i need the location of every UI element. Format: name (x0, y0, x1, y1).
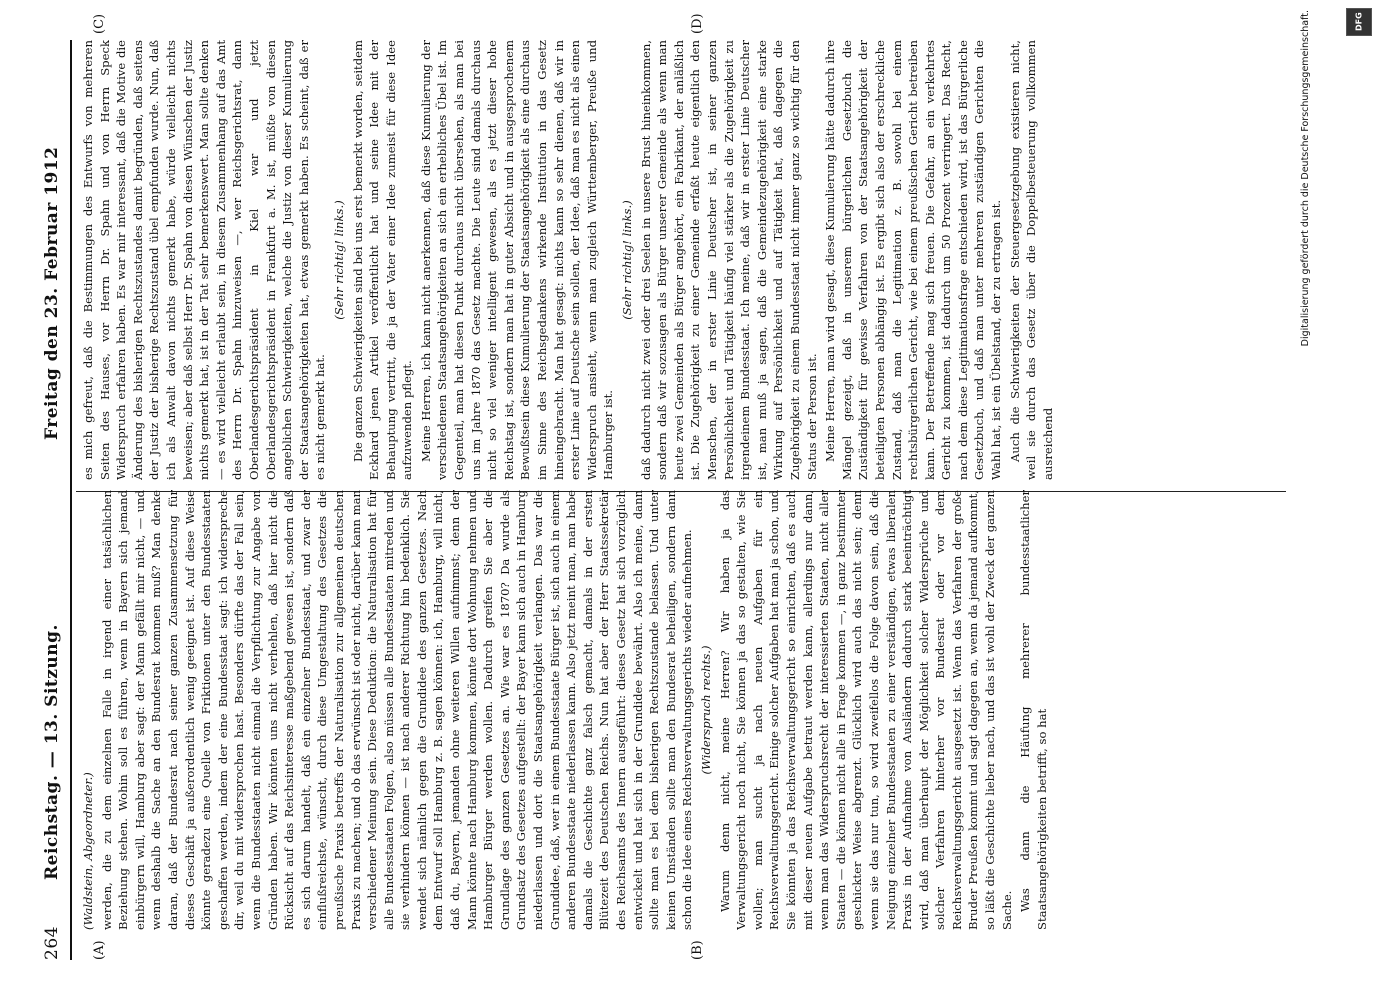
digitization-note: Digitalisierung gefördert durch die Deutsche Forschungsgemeinschaft. (1300, 10, 1311, 347)
left-paragraph-1: werden, die zu dem einzelnen Falle in irgend einer tatsächlichen Beziehung stehen. Wohin soll es führen, wenn in Bayern sich jemand einbürgern will, Hamburg aber sagt: der Mann gefällt mir nicht, — und wenn deshalb die Sache an den Bundesrat kommen muß? Man denke daran, daß der Bundesrat nach seiner ganzen Zusammensetzung für dieses Geschäft ja außerordentlich wenig geeignet ist. Auf diese Weise könnte geradezu eine Quelle von Friktionen unter den Bundesstaaten geschaffen werden, indem der eine Bundesstaat sagt: ich widerspreche dir, weil du mit widersprochen hast. Besonders dürfte das der Fall sein, wenn die Bundesstaaten nicht einmal die Verpflichtung zur Angabe von Gründen haben. Wir könnten uns nicht verhehlen, daß hier nicht die Rücksicht auf das Reichsinteresse maßgebend gewesen ist, sondern daß es sich darum handelt, daß ein einzelner Bundesstaat, und zwar der einflußreichste, wünscht, durch diese Umgestaltung des Gesetzes die preußische Praxis betreffs der Naturalisation zur allgemeinen deutschen Praxis zu machen; und ob das erwünscht ist oder nicht, darüber kann man verschiedener Meinung sein. Diese Deduktion: die Naturalisation hat für alle Bundesstaaten Folgen, also müssen alle Bundesstaaten mitreden und sie verhindern können — ist nach anderer Richtung hin bedenklich. Sie wendet sich nämlich gegen die Grundidee des ganzen Gesetzes. Nach dem Entwurf soll Hamburg z. B. sagen können: ich, Hamburg, will nicht, daß du, Bayern, jemanden ohne weiteren Willen aufnimmst; denn der Mann könnte nach Hamburg kommen, könnte dort Wohnung nehmen und Hamburger Bürger werden wollen. Dadurch greifen Sie aber die Grundlage des ganzen Gesetzes an. Wie war es 1870? Da wurde als Grundsatz des Gesetzes aufgestellt: der Bayer kann sich auch in Hamburg niederlassen und dort die Staatsangehörigkeit verlangen. Das war die Grundidee, daß, wer in einem Bundesstaate Bürger ist, sich auch in einem anderen Bundesstaate niederlassen kann. Also jetzt meint man, man habe damals die Geschichte ganz falsch gemacht, damals in der ersten Blütezeit des Deutschen Reichs. Nun hat aber der Herr Staatssekretär des Reichsamts des Innern ausgeführt: dieses Gesetz hat sich vorzüglich entwickelt und hat sich in der Grundidee bewährt. Also ich meine, dann sollte man es bei dem bisherigen Rechtszustande belassen. Und unter keinen Umständen sollte man den Bundesrat beheiligen, sondern dann schon die Idee eines Reichsverwaltungsgerichts wieder aufnehmen. (99, 490, 695, 930)
right-column (80, 40, 1280, 480)
right-paragraph-3: Meine Herren, ich kann nicht anerkennen, daß diese Kumulierung der verschiedenen Staatsangehörigkeiten an sich ein erhebliches Übel ist. Im Gegenteil, man hat diesen Punkt durchaus nicht übersehen, als man bei uns im Jahre 1870 das Gesetz machte. Die Leute sind damals durchaus nicht so viel weniger intelligent gewesen, als es jetzt dieser hohe Reichstag ist, sondern man hat in guter Absicht und in ausgesprochenem Bewußtsein diese Kumulierung der Staatsangehörigkeit als eine durchaus im Sinne des Reichsgedankens wirkende Institution in das Gesetz hineingebracht. Man hat gesagt: nichts kann so sehr dienen, daß wir in erster Linie auf Deutsche sein sollen, der Idee, daß man es nicht als einen Widerspruch ansieht, wenn man zugleich Württemberger, Preuße und Hamburger ist. (418, 40, 616, 480)
right-paragraph-2: Die ganzen Schwierigkeiten sind bei uns erst bemerkt worden, seitdem Eckhard jenen Artikel veröffentlicht hat und seine Idee mit der Behauptung vertritt, die ja der Vater einer Idee zumeist für diese Idee aufzuwenden pflegt. (350, 40, 415, 480)
stage-direction-1: (Sehr richtig! links.) (331, 200, 346, 320)
right-paragraph-4: daß dadurch nicht zwei oder drei Seelen in unsere Brust hineinkommen, sondern daß wir sozusagen als Bürger unserer Gemeinde als wenn man heute zwei Gemeinden als Bürger angehört, ein Fabrikant, der anläßlich ist. Die Zugehörigkeit zu einer Gemeinde erfaßt heute eigentlich den Menschen, der in erster Linie Deutscher ist, in seiner ganzen Persönlichkeit und Tätigkeit häufig viel stärker als die Zugehörigkeit zu irgendeinem Bundesstaat. Ich meine, daß wir in erster Linie Deutscher ist, man muß ja sagen, daß die Gemeindezugehörigkeit eine starke Wirkung auf Persönlichkeit und auf Tätigkeit hat, daß dagegen die Zugehörigkeit zu einem Bundesstaat nicht immer ganz so wichtig für den Status der Person ist. (638, 40, 819, 480)
margin-mark-b: (B) (690, 940, 705, 960)
dfg-logo: DFG (1346, 8, 1372, 36)
margin-mark-a: (A) (92, 940, 107, 960)
page-number: 264 (42, 926, 62, 960)
stage-direction-2: (Sehr richtig! links.) (620, 200, 634, 320)
stage-direction: (Widerspruch rechts.) (698, 645, 713, 775)
left-column (80, 490, 1280, 930)
left-paragraph-2: Warum denn nicht, meine Herren? Wir haben ja das Verwaltungsgericht noch nicht, Sie können ja das so gestalten, wie Sie wollen; man sucht ja nach neuen Aufgaben für ein Reichsverwaltungsgericht. Einige solcher Aufgaben hat man ja schon, und Sie könnten ja das Reichsverwaltungsgericht so einrichten, daß es auch mit dieser neuen Aufgabe betraut werden kann, allerdings nur dann, wenn man das Widerspruchsrecht der interessierten Staaten, nicht aller Staaten — die können nicht alle in Frage kommen —, in ganz bestimmter geschickter Weise abgrenzt. Glücklich wird auch das nicht sein; denn wenn sie das nur tun, so wird zweifellos die Folge davon sein, daß die Neigung einzelner Bundesstaaten zu einer verständigen, etwas liberalen Praxis in der Aufnahme von Ausländern dadurch stark beeinträchtigt wird, daß man überhaupt der Möglichkeit solcher Widersprüche und solcher Verfahren hinterher vor Bundesrat oder vor dem Reichsverwaltungsgericht ausgesetzt ist. Wenn das Verfahren der große Bruder Preußen kommt und sagt dagegen an, wenn da jemand aufkommt, so läßt die Geschichte lieber nach, und das ist wohl der Zweck der ganzen Sache. (717, 490, 1014, 930)
margin-mark-c: (C) (92, 13, 107, 34)
left-paragraph-3: Was dann die Häufung mehrerer bundesstaatlicher Staatsangehörigkeiten betrifft, so hat (1018, 490, 1049, 930)
right-paragraph-6: Auch die Schwierigkeiten der Steuergesetzgebung existieren nicht, weil sie durch das Gesetz über die Doppelbesteuerung vollkommen ausreichend (1007, 40, 1055, 480)
running-title: Reichstag. — 13. Sitzung. (42, 624, 62, 880)
right-paragraph-1: es mich gefreut, daß die Bestimmungen des Entwurfs von mehreren Seiten des Hauses, vor Herrn Dr. Spahn und von Herrn Speck Widerspruch erfahren haben. Es war mir interessant, daß die Motive die Änderung des bisherigen Rechtszustandes damit begründen, daß seitens der Justiz der bisherige Rechtszustand übel empfunden wurde. Nun, daß ich als Anwalt davon nichts gemerkt habe, würde vielleicht nichts beweisen; aber daß selbst Herr Dr. Spahn von diesen Wünschen der Justiz nichts gemerkt hat, ist in der Tat sehr bemerkenswert. Man sollte denken — es wird vielleicht erlaubt sein, in diesem Zusammenhang auf das Amt des Herrn Dr. Spahn hinzuweisen —, wer Reichsgerichtsrat, dann Oberlandesgerichtspräsident in Kiel war und jetzt Oberlandesgerichtspräsident in Frankfurt a. M. ist, müßte von diesen angeblichen Schwierigkeiten, welche die Justiz von dieser Kumulierung der Staatsangehörigkeiten hat, etwas gemerkt haben. Es scheint, daß er es nicht gemerkt hat. (81, 40, 328, 480)
running-date: Freitag den 23. Februar 1912 (42, 146, 62, 440)
margin-mark-d: (D) (690, 13, 705, 34)
page-header (42, 40, 68, 960)
header-rule (70, 40, 72, 960)
right-paragraph-5: Meine Herren, man wird gesagt, diese Kumulierung hätte dadurch ihre Mängel gezeigt, daß in unserem bürgerlichen Gesetzbuch die Zuständigkeit für gewisse Verfahren von der Staatsangehörigkeit der beteiligten Personen abhängig ist. Es ergibt sich also der erschreckliche Zustand, daß man die Legitimation z. B. sowohl bei einem rechtsbürgerlichen Gericht, wie bei einem preußischen Gericht betreiben kann. Der Betreffende mag sich freuen. Die Gefahr, an ein verkehrtes Gericht zu kommen, ist dadurch um 50 Prozent verringert. Das Recht, nach dem diese Legitimationsfrage entschieden wird, ist das Bürgerliche Gesetzbuch, und daß man unter mehreren zuständigen Gerichten die Wahl hat, ist ein Übelstand, der zu ertragen ist. (823, 40, 1004, 480)
speaker-name: (Waldstein, Abgeordneter.) (81, 772, 95, 930)
